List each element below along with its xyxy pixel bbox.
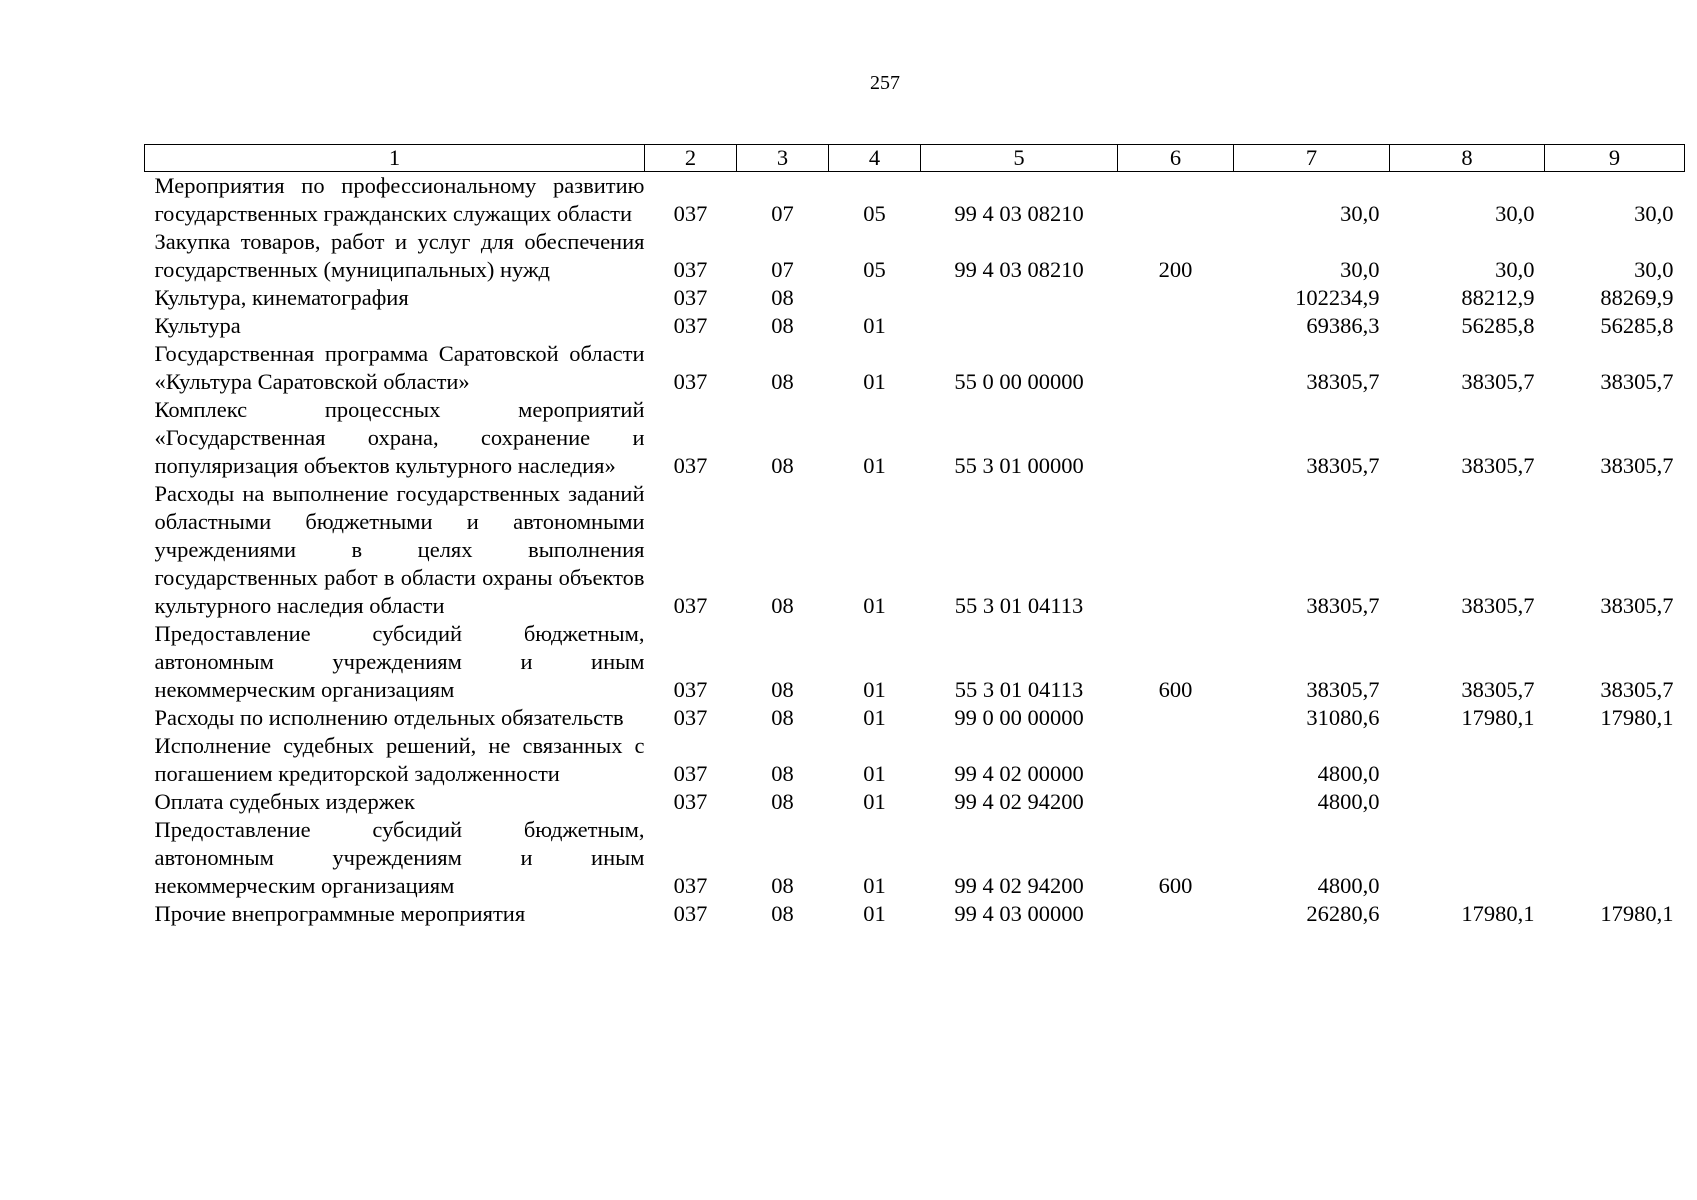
amount-year-3: 30,0 — [1634, 257, 1674, 282]
ministry-code: 037 — [673, 677, 708, 702]
expense-type-code — [1118, 172, 1234, 229]
amount-year-3: 56285,8 — [1600, 313, 1674, 338]
amount-year-2 — [1390, 816, 1545, 900]
amount-year-3: 17980,1 — [1600, 705, 1674, 730]
amount-year-2 — [1390, 788, 1545, 816]
amount-year-2: 30,0 — [1495, 257, 1535, 282]
target-article-code: 99 4 02 00000 — [954, 761, 1084, 786]
ministry-code: 037 — [673, 873, 708, 898]
amount-year-3: 38305,7 — [1600, 677, 1674, 702]
target-article-code — [921, 312, 1118, 340]
amount-year-3: 30,0 — [1634, 201, 1674, 226]
amount-year-2: 38305,7 — [1461, 593, 1535, 618]
amount-year-2: 56285,8 — [1461, 313, 1535, 338]
ministry-code: 037 — [673, 285, 708, 310]
expense-type-code: 200 — [1158, 257, 1193, 282]
table-row — [145, 228, 1685, 284]
ministry-code: 037 — [673, 257, 708, 282]
section-code: 07 — [771, 257, 794, 282]
ministry-code: 037 — [673, 901, 708, 926]
section-code: 07 — [771, 201, 794, 226]
amount-year-3: 38305,7 — [1600, 593, 1674, 618]
subsection-code: 05 — [863, 201, 886, 226]
budget-item-name: Расходы по исполнению отдельных обязательств — [154, 705, 624, 730]
ministry-code: 037 — [673, 201, 708, 226]
amount-year-1: 26280,6 — [1306, 901, 1380, 926]
target-article-code: 55 0 00 00000 — [954, 369, 1084, 394]
expense-type-code: 600 — [1158, 873, 1193, 898]
ministry-code: 037 — [673, 369, 708, 394]
amount-year-3 — [1545, 732, 1685, 788]
subsection-code: 01 — [863, 789, 886, 814]
section-code: 08 — [771, 761, 794, 786]
ministry-code: 037 — [673, 761, 708, 786]
amount-year-3: 17980,1 — [1600, 901, 1674, 926]
table-row — [145, 396, 1685, 480]
amount-year-1: 69386,3 — [1306, 313, 1380, 338]
target-article-code: 55 3 01 00000 — [954, 453, 1084, 478]
table-row — [145, 312, 1685, 340]
table-row — [145, 900, 1685, 928]
column-header: 3 — [737, 145, 829, 172]
amount-year-3 — [1545, 788, 1685, 816]
budget-item-name: Прочие внепрограммные мероприятия — [154, 901, 526, 926]
amount-year-1: 30,0 — [1340, 201, 1380, 226]
ministry-code: 037 — [673, 789, 708, 814]
amount-year-2: 38305,7 — [1461, 677, 1535, 702]
target-article-code: 99 4 03 08210 — [954, 257, 1084, 282]
amount-year-2: 17980,1 — [1461, 901, 1535, 926]
target-article-code — [921, 284, 1118, 312]
amount-year-1: 38305,7 — [1306, 593, 1380, 618]
page-number: 257 — [870, 72, 900, 94]
amount-year-3 — [1545, 816, 1685, 900]
expense-type-code — [1118, 900, 1234, 928]
section-code: 08 — [771, 789, 794, 814]
table-row — [145, 340, 1685, 396]
expense-type-code — [1118, 312, 1234, 340]
table-row — [145, 788, 1685, 816]
table-row — [145, 816, 1685, 900]
amount-year-1: 4800,0 — [1317, 761, 1380, 786]
column-header: 4 — [829, 145, 921, 172]
expense-type-code — [1118, 704, 1234, 732]
budget-item-name: Культура, кинематография — [154, 285, 409, 310]
budget-item-name: Расходы на выполнение государственных заданий областными бюджетными и автономными учреждениями в целях выполнения государственных работ в области охраны объектов культурного наследия области — [154, 481, 645, 618]
amount-year-1: 38305,7 — [1306, 677, 1380, 702]
target-article-code: 99 4 03 00000 — [954, 901, 1084, 926]
subsection-code: 01 — [863, 901, 886, 926]
amount-year-1: 38305,7 — [1306, 369, 1380, 394]
ministry-code: 037 — [673, 593, 708, 618]
expense-type-code: 600 — [1158, 677, 1193, 702]
amount-year-1: 4800,0 — [1317, 873, 1380, 898]
amount-year-2: 88212,9 — [1461, 285, 1535, 310]
subsection-code: 01 — [863, 313, 886, 338]
subsection-code: 01 — [863, 593, 886, 618]
column-header: 1 — [145, 145, 645, 172]
budget-item-name: Комплекс процессных мероприятий «Государственная охрана, сохранение и популяризация объектов культурного наследия» — [154, 397, 645, 478]
expense-type-code — [1118, 340, 1234, 396]
amount-year-3: 38305,7 — [1600, 369, 1674, 394]
amount-year-1: 102234,9 — [1295, 285, 1380, 310]
section-code: 08 — [771, 285, 794, 310]
expense-type-code — [1118, 732, 1234, 788]
section-code: 08 — [771, 901, 794, 926]
ministry-code: 037 — [673, 453, 708, 478]
expense-type-code — [1118, 480, 1234, 620]
expense-type-code — [1118, 284, 1234, 312]
amount-year-1: 38305,7 — [1306, 453, 1380, 478]
table-row — [145, 480, 1685, 620]
amount-year-2: 38305,7 — [1461, 369, 1535, 394]
budget-item-name: Предоставление субсидий бюджетным, автономным учреждениям и иным некоммерческим организациям — [154, 817, 645, 898]
ministry-code: 037 — [673, 705, 708, 730]
column-number-header-row — [145, 145, 1685, 172]
budget-table — [144, 144, 1685, 928]
target-article-code: 99 4 02 94200 — [954, 873, 1084, 898]
target-article-code: 99 4 03 08210 — [954, 201, 1084, 226]
ministry-code: 037 — [673, 313, 708, 338]
budget-item-name: Исполнение судебных решений, не связанных с погашением кредиторской задолженности — [154, 733, 645, 786]
expense-type-code — [1118, 396, 1234, 480]
column-header: 2 — [645, 145, 737, 172]
table-row — [145, 620, 1685, 704]
subsection-code: 01 — [863, 453, 886, 478]
column-header: 7 — [1234, 145, 1390, 172]
section-code: 08 — [771, 453, 794, 478]
section-code: 08 — [771, 705, 794, 730]
target-article-code: 99 0 00 00000 — [954, 705, 1084, 730]
amount-year-1: 31080,6 — [1306, 705, 1380, 730]
target-article-code: 99 4 02 94200 — [954, 789, 1084, 814]
amount-year-2: 17980,1 — [1461, 705, 1535, 730]
subsection-code: 01 — [863, 705, 886, 730]
target-article-code: 55 3 01 04113 — [954, 593, 1084, 618]
subsection-code: 05 — [863, 257, 886, 282]
table-row — [145, 732, 1685, 788]
section-code: 08 — [771, 873, 794, 898]
table-row — [145, 704, 1685, 732]
table-row — [145, 172, 1685, 229]
budget-item-name: Мероприятия по профессиональному развитию государственных гражданских служащих области — [154, 173, 645, 226]
subsection-code: 01 — [863, 873, 886, 898]
amount-year-2: 38305,7 — [1461, 453, 1535, 478]
section-code: 08 — [771, 369, 794, 394]
section-code: 08 — [771, 313, 794, 338]
subsection-code: 01 — [863, 761, 886, 786]
target-article-code: 55 3 01 04113 — [954, 677, 1084, 702]
section-code: 08 — [771, 677, 794, 702]
budget-item-name: Государственная программа Саратовской области «Культура Саратовской области» — [154, 341, 645, 394]
amount-year-1: 4800,0 — [1317, 789, 1380, 814]
expense-type-code — [1118, 788, 1234, 816]
amount-year-3: 38305,7 — [1600, 453, 1674, 478]
budget-item-name: Оплата судебных издержек — [154, 789, 415, 814]
column-header: 6 — [1118, 145, 1234, 172]
column-header: 5 — [921, 145, 1118, 172]
budget-item-name: Предоставление субсидий бюджетным, автономным учреждениям и иным некоммерческим организациям — [154, 621, 645, 702]
subsection-code — [829, 284, 921, 312]
subsection-code: 01 — [863, 369, 886, 394]
column-header: 8 — [1390, 145, 1545, 172]
column-header: 9 — [1545, 145, 1685, 172]
section-code: 08 — [771, 593, 794, 618]
subsection-code: 01 — [863, 677, 886, 702]
budget-item-name: Закупка товаров, работ и услуг для обеспечения государственных (муниципальных) нужд — [154, 229, 645, 282]
table-row — [145, 284, 1685, 312]
amount-year-3: 88269,9 — [1600, 285, 1674, 310]
amount-year-2 — [1390, 732, 1545, 788]
amount-year-2: 30,0 — [1495, 201, 1535, 226]
amount-year-1: 30,0 — [1340, 257, 1380, 282]
budget-item-name: Культура — [154, 313, 241, 338]
